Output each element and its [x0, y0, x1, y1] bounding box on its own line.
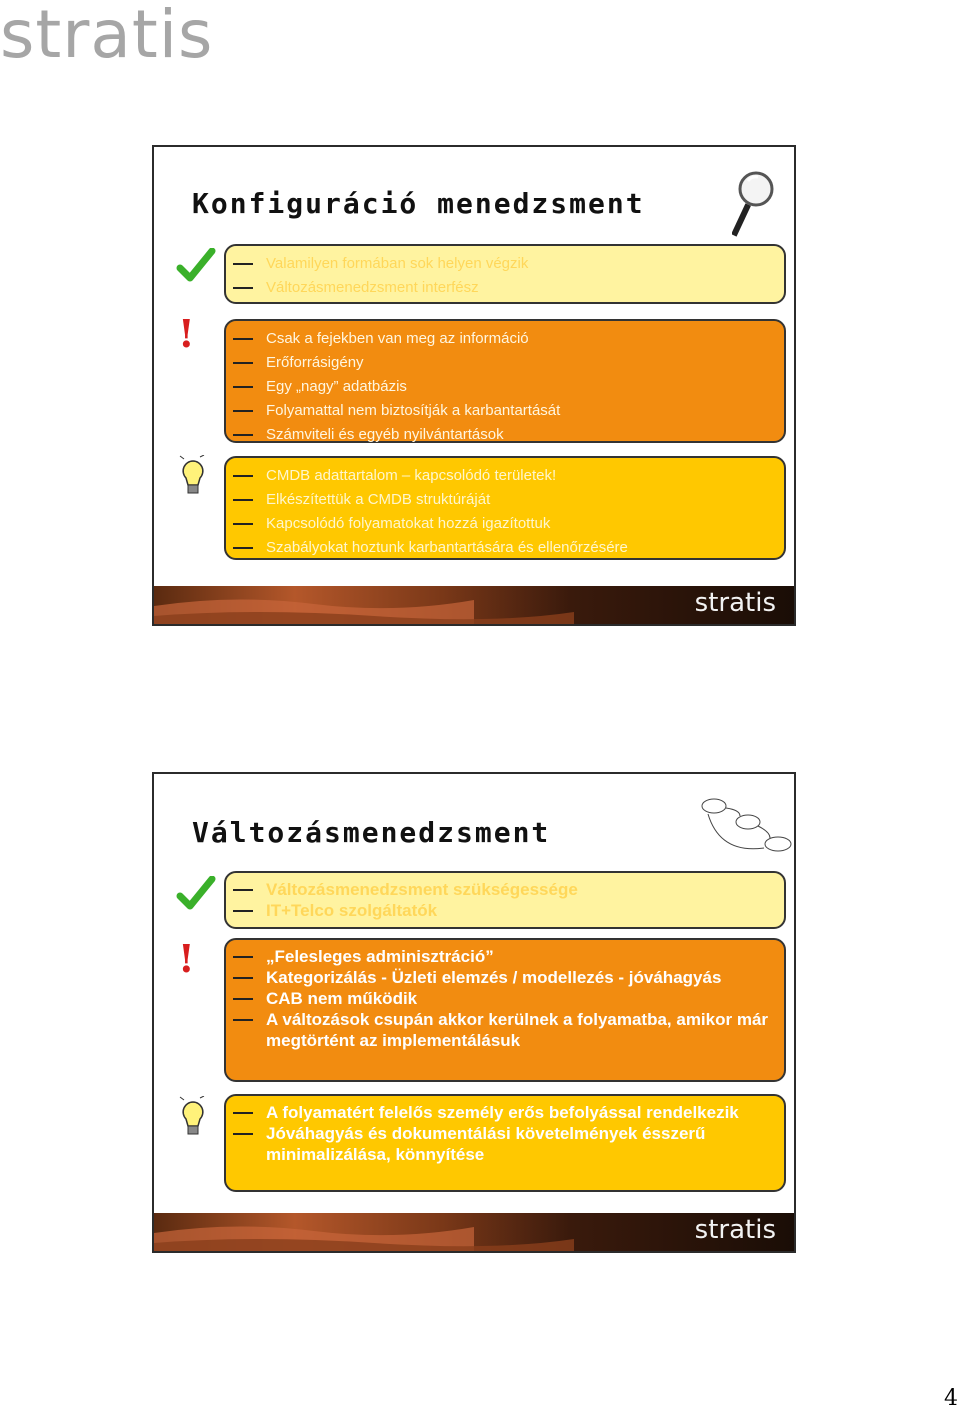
slide-title: Változásmenedzsment: [192, 816, 551, 849]
list-item: Jóváhagyás és dokumentálási követelmények ésszerű minimalizálása, könnyítése: [266, 1123, 774, 1165]
list-item: Egy „nagy” adatbázis: [266, 375, 774, 399]
checkmark-icon: [176, 876, 216, 912]
problems-box: [224, 938, 786, 1082]
problems-box: [224, 319, 786, 443]
list-item: CMDB adattartalom – kapcsolódó területek!: [266, 464, 774, 488]
magnifier-icon: [732, 169, 778, 241]
list-item: Elkészítettük a CMDB struktúráját: [266, 488, 774, 512]
solutions-box: [224, 1094, 786, 1192]
page-number: 4: [944, 1386, 958, 1411]
slide-konfiguracio: [152, 145, 796, 626]
list-item: Csak a fejekben van meg az információ: [266, 327, 774, 351]
slide-footer: [154, 1213, 794, 1251]
positives-box: [224, 244, 786, 304]
list-item: Szabályokat hoztunk karbantartására és ellenőrzésére: [266, 536, 774, 560]
list-item: Számviteli és egyéb nyilvántartások: [266, 423, 774, 447]
lightbulb-icon: [178, 455, 208, 497]
exclamation-icon: !: [178, 311, 195, 356]
list-item: A folyamatért felelős személy erős befolyással rendelkezik: [266, 1102, 774, 1123]
stratis-logo: stratis: [0, 0, 214, 73]
list-item: Kategorizálás - Üzleti elemzés / modellezés - jóváhagyás: [266, 967, 774, 988]
list-item: „Felesleges adminisztráció”: [266, 946, 774, 967]
list-item: Erőforrásigény: [266, 351, 774, 375]
list-item: Változásmenedzsment interfész: [266, 276, 774, 300]
list-item: Kapcsolódó folyamatokat hozzá igazítottuk: [266, 512, 774, 536]
checkmark-icon: [176, 248, 216, 284]
list-item: Változásmenedzsment szükségessége: [266, 879, 774, 900]
footer-logo: stratis: [694, 588, 776, 618]
solutions-box: [224, 456, 786, 560]
exclamation-icon: !: [178, 936, 195, 981]
lightbulb-icon: [178, 1096, 208, 1138]
positives-box: [224, 871, 786, 929]
list-item: Valamilyen formában sok helyen végzik: [266, 252, 774, 276]
footer-logo: stratis: [694, 1215, 776, 1245]
change-cycle-diagram-icon: [700, 796, 794, 858]
slide-title: Konfiguráció menedzsment: [192, 187, 645, 220]
list-item: Folyamattal nem biztosítják a karbantartását: [266, 399, 774, 423]
list-item: A változások csupán akkor kerülnek a folyamatba, amikor már megtörtént az implementálásuk: [266, 1009, 774, 1051]
list-item: IT+Telco szolgáltatók: [266, 900, 774, 921]
slide-footer: [154, 586, 794, 624]
slide-valtozasmenedzsment: [152, 772, 796, 1253]
list-item: CAB nem működik: [266, 988, 774, 1009]
